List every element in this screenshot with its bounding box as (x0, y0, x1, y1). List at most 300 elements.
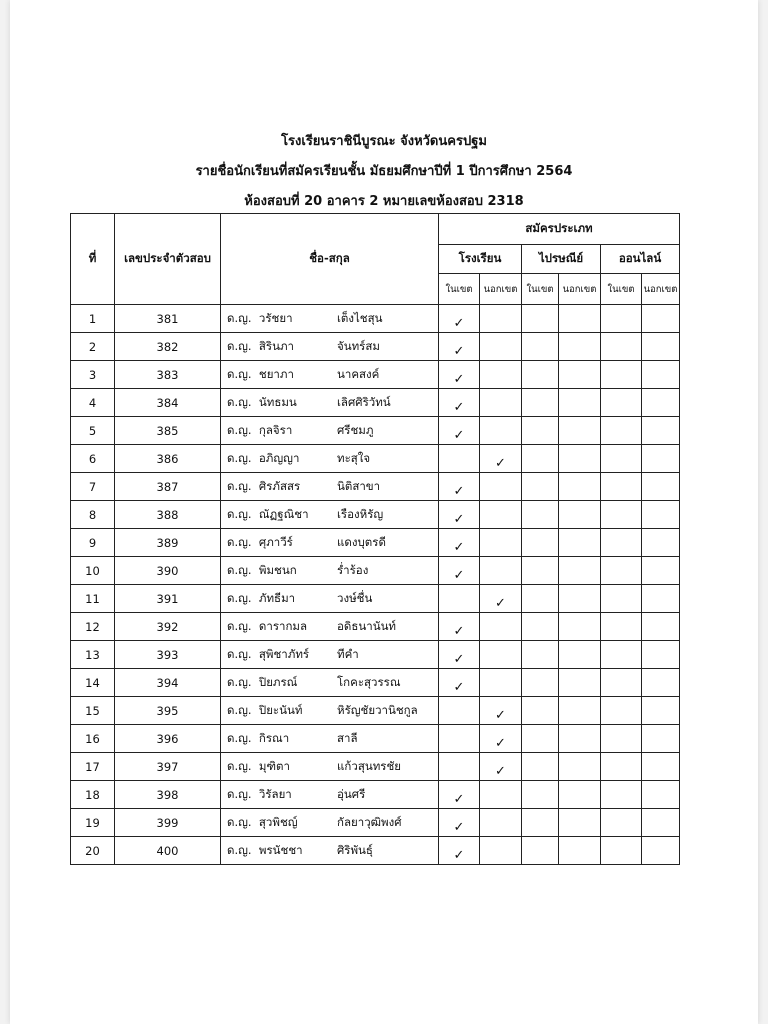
check-cell (480, 753, 522, 781)
header-post-out-zone: นอกเขต (559, 274, 601, 305)
row-lastname: ศิริพันธุ์ (337, 842, 373, 857)
empty-cell (642, 641, 680, 669)
empty-cell (480, 781, 522, 809)
empty-cell (522, 641, 559, 669)
header-post: ไปรษณีย์ (522, 245, 601, 274)
empty-cell (559, 333, 601, 361)
check-cell (439, 837, 480, 865)
row-student-name (221, 753, 439, 781)
row-firstname: วิรัลยา (258, 786, 292, 801)
empty-cell (559, 585, 601, 613)
row-exam-id: 385 (115, 417, 221, 445)
check-cell (480, 725, 522, 753)
empty-cell (439, 725, 480, 753)
empty-cell (480, 837, 522, 865)
row-prefix-firstname (227, 562, 337, 580)
empty-cell (522, 781, 559, 809)
empty-cell (480, 641, 522, 669)
check-cell (439, 417, 480, 445)
row-student-name (221, 305, 439, 333)
row-exam-id: 397 (115, 753, 221, 781)
empty-cell (522, 613, 559, 641)
empty-cell (601, 529, 642, 557)
row-no: 14 (71, 669, 115, 697)
row-prefix: ด.ญ. (227, 618, 252, 633)
row-student-name (221, 613, 439, 641)
table-row (71, 837, 680, 865)
empty-cell (522, 305, 559, 333)
row-firstname: สิรินภา (258, 338, 294, 353)
table-row (71, 753, 680, 781)
empty-cell (601, 333, 642, 361)
row-firstname: ณัฏฐณิชา (258, 506, 309, 521)
row-student-name (221, 725, 439, 753)
empty-cell (601, 501, 642, 529)
empty-cell (559, 809, 601, 837)
table-row (71, 361, 680, 389)
row-student-name (221, 417, 439, 445)
empty-cell (522, 725, 559, 753)
row-exam-id: 390 (115, 557, 221, 585)
check-icon: ✓ (453, 400, 465, 415)
row-firstname: กุลจิรา (258, 422, 293, 437)
row-lastname: นาคสงค์ (337, 366, 380, 381)
row-prefix: ด.ญ. (227, 478, 252, 493)
empty-cell (642, 585, 680, 613)
check-cell (480, 697, 522, 725)
row-prefix: ด.ญ. (227, 814, 252, 829)
check-icon: ✓ (495, 596, 506, 611)
empty-cell (522, 389, 559, 417)
row-exam-id: 400 (115, 837, 221, 865)
empty-cell (522, 417, 559, 445)
empty-cell (559, 417, 601, 445)
row-prefix: ด.ญ. (227, 646, 252, 661)
row-no: 1 (71, 305, 115, 333)
row-no: 18 (71, 781, 115, 809)
header-apply-type: สมัครประเภท (439, 214, 680, 245)
empty-cell (601, 389, 642, 417)
row-student-name (221, 529, 439, 557)
header-name: ชื่อ-สกุล (221, 214, 439, 305)
row-student-name (221, 389, 439, 417)
table-row (71, 305, 680, 333)
row-prefix-firstname (227, 814, 337, 832)
empty-cell (559, 837, 601, 865)
empty-cell (522, 333, 559, 361)
empty-cell (439, 697, 480, 725)
empty-cell (559, 501, 601, 529)
row-prefix: ด.ญ. (227, 758, 252, 773)
row-prefix: ด.ญ. (227, 366, 252, 381)
row-firstname: ชยาภา (258, 366, 294, 381)
row-prefix: ด.ญ. (227, 786, 252, 801)
empty-cell (601, 641, 642, 669)
table-row (71, 501, 680, 529)
empty-cell (601, 809, 642, 837)
row-no: 5 (71, 417, 115, 445)
row-lastname: โกคะสุวรรณ (337, 674, 401, 689)
empty-cell (480, 389, 522, 417)
row-firstname: พรนัชชา (258, 842, 303, 857)
row-lastname: หิรัญชัยวานิชกูล (337, 702, 418, 717)
row-lastname: เลิศศิริวัทน์ (337, 394, 391, 409)
row-prefix-firstname (227, 338, 337, 356)
check-icon: ✓ (495, 764, 506, 779)
row-exam-id: 391 (115, 585, 221, 613)
check-icon: ✓ (453, 316, 465, 331)
table-row (71, 669, 680, 697)
row-exam-id: 388 (115, 501, 221, 529)
row-no: 15 (71, 697, 115, 725)
row-exam-id: 395 (115, 697, 221, 725)
row-lastname: เรืองหิรัญ (337, 506, 384, 521)
row-prefix-firstname (227, 394, 337, 412)
empty-cell (439, 585, 480, 613)
empty-cell (601, 557, 642, 585)
row-no: 9 (71, 529, 115, 557)
table-row (71, 557, 680, 585)
empty-cell (559, 781, 601, 809)
empty-cell (559, 473, 601, 501)
check-icon: ✓ (495, 736, 506, 751)
empty-cell (439, 753, 480, 781)
empty-cell (522, 445, 559, 473)
row-prefix: ด.ญ. (227, 674, 252, 689)
check-icon: ✓ (495, 456, 506, 471)
check-cell (439, 669, 480, 697)
empty-cell (642, 697, 680, 725)
check-icon: ✓ (453, 792, 465, 807)
row-prefix-firstname (227, 366, 337, 384)
empty-cell (480, 333, 522, 361)
row-exam-id: 399 (115, 809, 221, 837)
check-icon: ✓ (453, 372, 465, 387)
row-prefix: ด.ญ. (227, 422, 252, 437)
row-no: 17 (71, 753, 115, 781)
row-firstname: สุวพิชญ์ (258, 814, 298, 829)
row-firstname: อภิญญา (258, 450, 300, 465)
row-firstname: วรัชยา (258, 310, 293, 325)
check-icon: ✓ (453, 484, 465, 499)
row-no: 19 (71, 809, 115, 837)
row-lastname: อดิธนานันท์ (337, 618, 397, 633)
empty-cell (642, 809, 680, 837)
empty-cell (480, 669, 522, 697)
empty-cell (601, 445, 642, 473)
school-title: โรงเรียนราชินีบูรณะ จังหวัดนครปฐม (281, 134, 487, 149)
row-prefix-firstname (227, 702, 337, 720)
empty-cell (522, 669, 559, 697)
row-prefix: ด.ญ. (227, 562, 252, 577)
row-exam-id: 396 (115, 725, 221, 753)
row-student-name (221, 697, 439, 725)
header-school-out-zone: นอกเขต (480, 274, 522, 305)
row-firstname: มุฑิตา (258, 758, 290, 773)
row-prefix-firstname (227, 842, 337, 860)
student-table (70, 213, 680, 865)
check-cell (439, 473, 480, 501)
empty-cell (601, 753, 642, 781)
empty-cell (642, 417, 680, 445)
table-row (71, 417, 680, 445)
empty-cell (601, 613, 642, 641)
row-prefix-firstname (227, 646, 337, 664)
row-no: 6 (71, 445, 115, 473)
row-no: 4 (71, 389, 115, 417)
row-firstname: สุพิชาภัทร์ (258, 646, 310, 661)
check-cell (439, 529, 480, 557)
row-exam-id: 384 (115, 389, 221, 417)
empty-cell (480, 809, 522, 837)
list-title: รายชื่อนักเรียนที่สมัครเรียนชั้น มัธยมศึกษาปีที่ 1 ปีการศึกษา 2564 (195, 164, 573, 179)
empty-cell (559, 725, 601, 753)
row-student-name (221, 781, 439, 809)
empty-cell (642, 445, 680, 473)
check-icon: ✓ (453, 624, 465, 639)
empty-cell (559, 305, 601, 333)
row-no: 12 (71, 613, 115, 641)
row-no: 2 (71, 333, 115, 361)
row-student-name (221, 333, 439, 361)
row-student-name (221, 585, 439, 613)
row-exam-id: 398 (115, 781, 221, 809)
empty-cell (480, 613, 522, 641)
row-student-name (221, 501, 439, 529)
empty-cell (601, 473, 642, 501)
empty-cell (559, 445, 601, 473)
row-no: 8 (71, 501, 115, 529)
row-firstname: ศิรภัสสร (258, 478, 301, 493)
row-prefix-firstname (227, 534, 337, 552)
header-exam-id: เลขประจำตัวสอบ (115, 214, 221, 305)
row-student-name (221, 361, 439, 389)
header-school: โรงเรียน (439, 245, 522, 274)
empty-cell (559, 557, 601, 585)
row-prefix-firstname (227, 618, 337, 636)
empty-cell (601, 781, 642, 809)
table-row (71, 445, 680, 473)
table-row (71, 613, 680, 641)
row-prefix: ด.ญ. (227, 702, 252, 717)
row-lastname: กัลยาวุฒิพงศ์ (337, 814, 402, 829)
row-prefix-firstname (227, 786, 337, 804)
empty-cell (480, 417, 522, 445)
row-prefix: ด.ญ. (227, 842, 252, 857)
empty-cell (522, 697, 559, 725)
empty-cell (559, 697, 601, 725)
row-prefix-firstname (227, 590, 337, 608)
row-lastname: เต็งไชสุน (337, 310, 383, 325)
header-post-in-zone: ในเขต (522, 274, 559, 305)
table-row (71, 697, 680, 725)
check-cell (439, 361, 480, 389)
row-firstname: ดารากมล (258, 618, 308, 633)
check-icon: ✓ (495, 708, 506, 723)
table-row (71, 725, 680, 753)
row-exam-id: 389 (115, 529, 221, 557)
row-exam-id: 387 (115, 473, 221, 501)
check-icon: ✓ (453, 428, 465, 443)
check-cell (439, 501, 480, 529)
empty-cell (522, 585, 559, 613)
row-exam-id: 382 (115, 333, 221, 361)
empty-cell (480, 361, 522, 389)
empty-cell (522, 753, 559, 781)
check-icon: ✓ (453, 820, 465, 835)
row-prefix: ด.ญ. (227, 534, 252, 549)
row-prefix: ด.ญ. (227, 450, 252, 465)
row-prefix: ด.ญ. (227, 590, 252, 605)
empty-cell (559, 389, 601, 417)
check-cell (439, 389, 480, 417)
empty-cell (642, 389, 680, 417)
row-lastname: จันทร์สม (337, 338, 380, 353)
row-firstname: ปิยะนันท์ (258, 702, 303, 717)
empty-cell (601, 361, 642, 389)
row-firstname: นัทธมน (258, 394, 297, 409)
empty-cell (642, 333, 680, 361)
check-icon: ✓ (453, 512, 465, 527)
header-online: ออนไลน์ (601, 245, 680, 274)
row-student-name (221, 669, 439, 697)
empty-cell (480, 305, 522, 333)
check-cell (439, 305, 480, 333)
row-exam-id: 393 (115, 641, 221, 669)
row-no: 7 (71, 473, 115, 501)
check-cell (439, 781, 480, 809)
check-icon: ✓ (453, 344, 465, 359)
row-prefix-firstname (227, 422, 337, 440)
empty-cell (642, 305, 680, 333)
empty-cell (601, 669, 642, 697)
check-icon: ✓ (453, 652, 465, 667)
empty-cell (559, 361, 601, 389)
empty-cell (559, 669, 601, 697)
empty-cell (642, 725, 680, 753)
row-no: 20 (71, 837, 115, 865)
row-prefix-firstname (227, 674, 337, 692)
row-lastname: ทะสุใจ (337, 450, 371, 465)
check-cell (480, 585, 522, 613)
row-prefix: ด.ญ. (227, 310, 252, 325)
empty-cell (480, 557, 522, 585)
table-row (71, 585, 680, 613)
row-exam-id: 394 (115, 669, 221, 697)
empty-cell (439, 445, 480, 473)
row-student-name (221, 809, 439, 837)
row-student-name (221, 473, 439, 501)
row-exam-id: 383 (115, 361, 221, 389)
empty-cell (642, 557, 680, 585)
check-icon: ✓ (453, 568, 465, 583)
row-no: 13 (71, 641, 115, 669)
empty-cell (480, 473, 522, 501)
empty-cell (522, 361, 559, 389)
empty-cell (642, 613, 680, 641)
row-prefix: ด.ญ. (227, 394, 252, 409)
empty-cell (642, 669, 680, 697)
check-icon: ✓ (453, 680, 465, 695)
empty-cell (642, 361, 680, 389)
row-no: 11 (71, 585, 115, 613)
row-lastname: สาลี (337, 730, 358, 745)
empty-cell (522, 557, 559, 585)
empty-cell (642, 837, 680, 865)
row-lastname: แดงบุตรดี (337, 534, 386, 549)
row-firstname: ศุภาวีร์ (258, 534, 293, 549)
table-row (71, 389, 680, 417)
table-row (71, 781, 680, 809)
row-prefix-firstname (227, 730, 337, 748)
row-lastname: ศรีชมภู (337, 422, 374, 437)
table-row (71, 333, 680, 361)
empty-cell (642, 501, 680, 529)
row-firstname: พิมชนก (258, 562, 297, 577)
document-page (10, 0, 758, 1024)
empty-cell (522, 473, 559, 501)
check-cell (439, 333, 480, 361)
empty-cell (559, 529, 601, 557)
check-icon: ✓ (453, 540, 465, 555)
row-student-name (221, 641, 439, 669)
empty-cell (559, 753, 601, 781)
empty-cell (601, 837, 642, 865)
empty-cell (522, 501, 559, 529)
row-no: 10 (71, 557, 115, 585)
empty-cell (559, 613, 601, 641)
table-row (71, 473, 680, 501)
table-row (71, 809, 680, 837)
row-student-name (221, 557, 439, 585)
check-cell (439, 809, 480, 837)
table-row (71, 641, 680, 669)
header-online-out-zone: นอกเขต (642, 274, 680, 305)
row-firstname: ปิยภรณ์ (258, 674, 298, 689)
check-cell (439, 557, 480, 585)
header-no: ที่ (71, 214, 115, 305)
check-cell (439, 613, 480, 641)
row-lastname: ร่ำร้อง (337, 562, 369, 577)
row-prefix-firstname (227, 478, 337, 496)
row-lastname: แก้วสุนทรชัย (337, 758, 402, 773)
row-student-name (221, 837, 439, 865)
row-prefix: ด.ญ. (227, 506, 252, 521)
empty-cell (601, 305, 642, 333)
row-no: 3 (71, 361, 115, 389)
row-firstname: กิรณา (258, 730, 290, 745)
empty-cell (559, 641, 601, 669)
row-prefix-firstname (227, 506, 337, 524)
row-lastname: วงษ์ชื่น (337, 590, 373, 605)
table-row (71, 529, 680, 557)
row-prefix-firstname (227, 450, 337, 468)
header-school-in-zone: ในเขต (439, 274, 480, 305)
row-lastname: อุ่นศรี (337, 786, 366, 801)
empty-cell (642, 781, 680, 809)
empty-cell (522, 529, 559, 557)
row-no: 16 (71, 725, 115, 753)
row-exam-id: 392 (115, 613, 221, 641)
empty-cell (601, 417, 642, 445)
empty-cell (522, 837, 559, 865)
empty-cell (522, 809, 559, 837)
row-student-name (221, 445, 439, 473)
row-prefix: ด.ญ. (227, 338, 252, 353)
check-cell (439, 641, 480, 669)
header-online-in-zone: ในเขต (601, 274, 642, 305)
check-cell (480, 445, 522, 473)
